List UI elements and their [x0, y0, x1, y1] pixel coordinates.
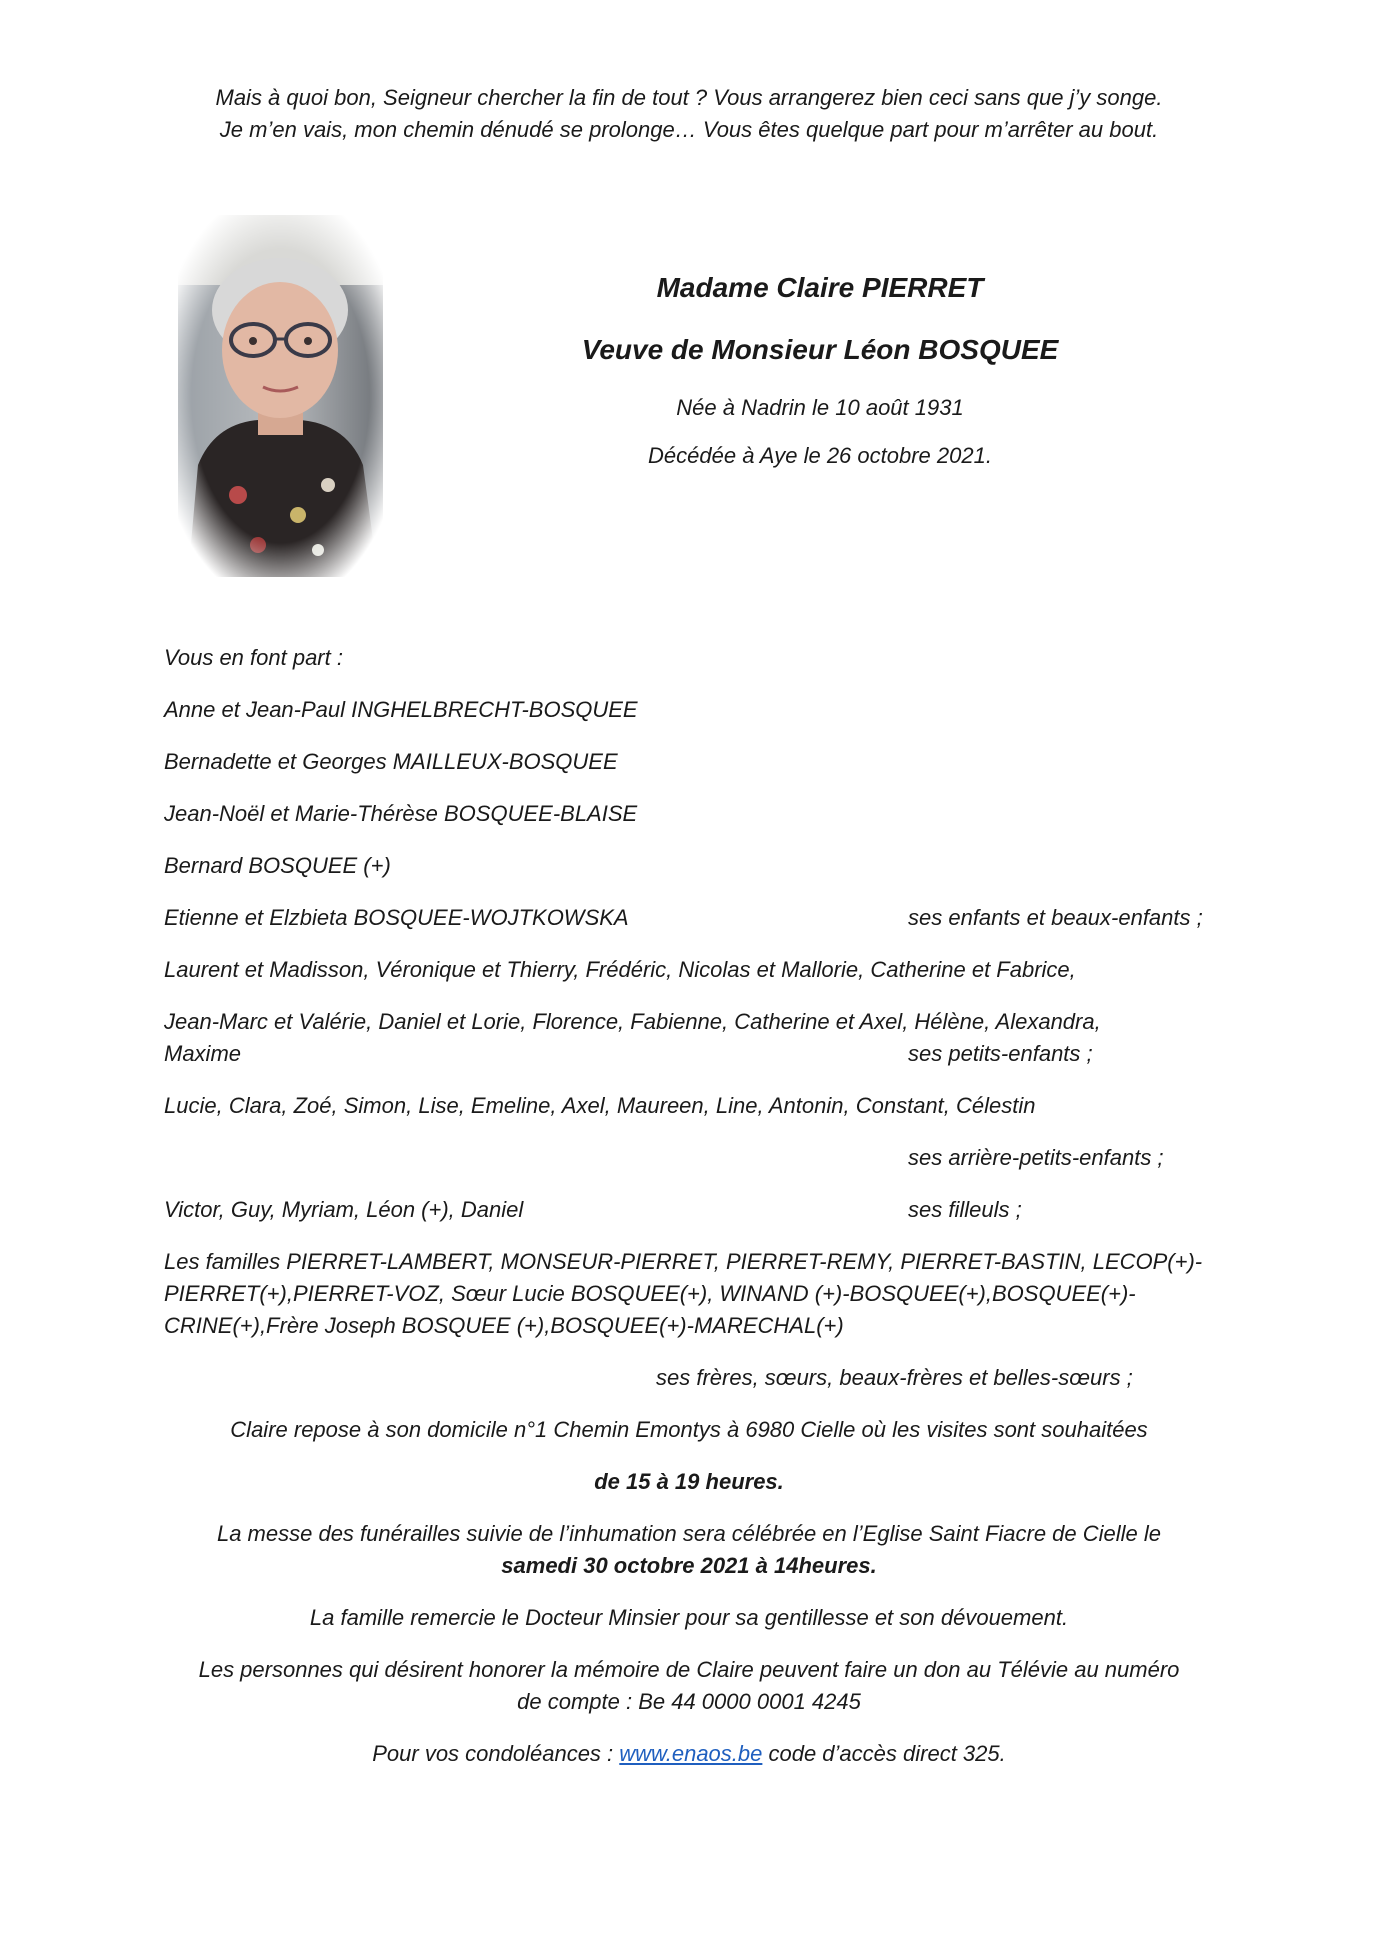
grandchildren-relation: ses petits-enfants ; — [908, 1041, 1093, 1066]
great-grandchildren-relation: ses arrière-petits-enfants ; — [908, 1145, 1164, 1170]
portrait-illustration — [178, 215, 383, 577]
child-5: Etienne et Elzbieta BOSQUEE-WOJTKOWSKA — [164, 905, 629, 930]
families-line-3: CRINE(+),Frère Joseph BOSQUEE (+),BOSQUEE(+)-MARECHAL(+) — [164, 1313, 844, 1338]
grandchildren-line-1: Laurent et Madisson, Véronique et Thierry, Frédéric, Nicolas et Mallorie, Catherine et Fabrice, — [164, 957, 1076, 982]
poem — [0, 82, 1378, 146]
visit-text: Claire repose à son domicile n°1 Chemin Emontys à 6980 Cielle où les visites sont souhaitées — [230, 1417, 1148, 1442]
condolences-suffix: code d’accès direct 325. — [762, 1741, 1006, 1766]
poem-line-1: Mais à quoi bon, Seigneur chercher la fin de tout ? Vous arrangerez bien ceci sans que j’y songe. — [215, 85, 1163, 110]
thanks-text: La famille remercie le Docteur Minsier pour sa gentillesse et son dévouement. — [309, 1605, 1069, 1630]
grandchildren-line-2: Jean-Marc et Valérie, Daniel et Lorie, Florence, Fabienne, Catherine et Axel, Hélène, Alexandra, — [164, 1009, 1101, 1034]
families-line-2: PIERRET(+),PIERRET-VOZ, Sœur Lucie BOSQUEE(+), WINAND (+)-BOSQUEE(+),BOSQUEE(+)- — [164, 1281, 1136, 1306]
visit-hours: de 15 à 19 heures. — [594, 1469, 784, 1494]
child-2: Bernadette et Georges MAILLEUX-BOSQUEE — [164, 749, 618, 774]
announce-text: Vous en font part : — [164, 645, 343, 670]
child-1: Anne et Jean-Paul INGHELBRECHT-BOSQUEE — [164, 697, 638, 722]
families-line-1: Les familles PIERRET-LAMBERT, MONSEUR-PIERRET, PIERRET-REMY, PIERRET-BASTIN, LECOP(+)- — [164, 1249, 1203, 1274]
children-relation: ses enfants et beaux-enfants ; — [908, 905, 1203, 930]
funeral-date: samedi 30 octobre 2021 à 14heures. — [501, 1553, 877, 1578]
child-3: Jean-Noël et Marie-Thérèse BOSQUEE-BLAISE — [164, 801, 638, 826]
great-grandchildren-line: Lucie, Clara, Zoé, Simon, Lise, Emeline, Axel, Maureen, Line, Antonin, Constant, Célestin — [164, 1093, 1036, 1118]
funeral-text: La messe des funérailles suivie de l’inhumation sera célébrée en l’Eglise Saint Fiacre de Cielle le — [216, 1521, 1162, 1546]
birth-info: Née à Nadrin le 10 août 1931 — [676, 395, 964, 420]
condolences-prefix: Pour vos condoléances : — [372, 1741, 620, 1766]
donation-line-1: Les personnes qui désirent honorer la mémoire de Claire peuvent faire un don au Télévie au numéro — [198, 1657, 1180, 1682]
godchildren-relation: ses filleuls ; — [908, 1197, 1022, 1222]
poem-line-2: Je m’en vais, mon chemin dénudé se prolonge… Vous êtes quelque part pour m’arrêter au bout. — [219, 117, 1159, 142]
condolences — [120, 1738, 1258, 1770]
death-info: Décédée à Aye le 26 octobre 2021. — [648, 443, 992, 468]
widow-of: Veuve de Monsieur Léon BOSQUEE — [581, 334, 1059, 365]
portrait-photo — [178, 215, 383, 577]
grandchildren-line-3: Maxime — [164, 1041, 242, 1066]
enaos-link[interactable]: www.enaos.be — [619, 1741, 763, 1766]
families-relation: ses frères, sœurs, beaux-frères et belles-sœurs ; — [656, 1365, 1133, 1390]
deceased-name: Madame Claire PIERRET — [656, 272, 984, 303]
donation-line-2: de compte : Be 44 0000 0001 4245 — [517, 1689, 861, 1714]
child-4: Bernard BOSQUEE (+) — [164, 853, 391, 878]
godchildren-line: Victor, Guy, Myriam, Léon (+), Daniel — [164, 1197, 524, 1222]
